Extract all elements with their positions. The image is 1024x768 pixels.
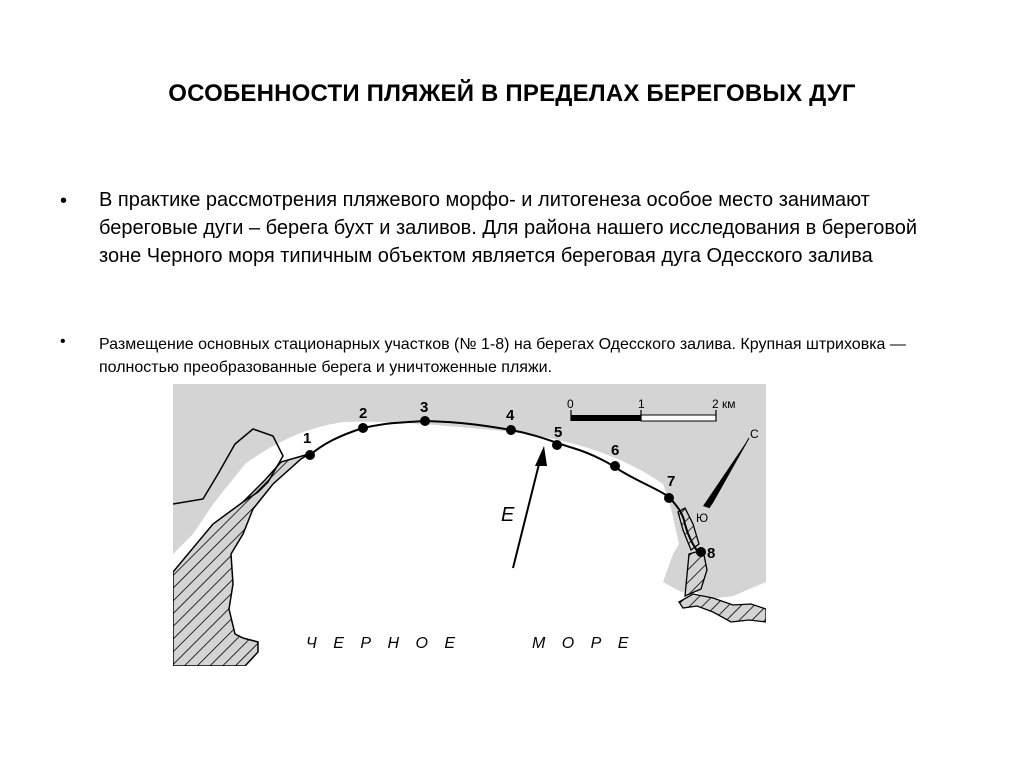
sea-label-part1: Ч Е Р Н О Е: [306, 635, 462, 652]
station-dot-5: [552, 440, 562, 450]
bullet-text-2: Размещение основных стационарных участков (№ 1-8) на берегах Одесского залива. Крупная штриховка — полностью преобразованные берега и уничтоженные пляжи.: [99, 336, 906, 376]
station-label-3: 3: [420, 399, 429, 416]
map-svg: [173, 384, 766, 666]
compass-south-label: Ю: [696, 511, 709, 525]
station-label-2: 2: [359, 405, 368, 422]
station-dot-4: [506, 425, 516, 435]
arrow-label: Е: [501, 504, 515, 526]
station-label-6: 6: [611, 442, 620, 459]
bullet-marker: •: [60, 333, 66, 350]
compass-north-label: С: [750, 427, 759, 441]
bullet-marker: •: [60, 190, 68, 212]
station-dot-3: [420, 416, 430, 426]
sea-label-part2: М О Р Е: [532, 635, 635, 652]
scale-tick-2: 2 км: [712, 397, 736, 411]
hatched-shore-south-east: [679, 594, 766, 622]
bullet-text-1: В практике рассмотрения пляжевого морфо- и литогенеза особое место занимают береговые дуги – берега бухт и заливов. Для района нашего исследования в береговой зоне Черного моря типичным объектом является береговая дуга Одесского залива: [99, 189, 918, 267]
station-label-4: 4: [506, 407, 515, 424]
coastal-map: [173, 384, 766, 666]
station-dot-7: [664, 493, 674, 503]
station-label-1: 1: [303, 430, 312, 447]
station-dot-8: [696, 547, 706, 557]
station-dot-6: [610, 461, 620, 471]
slide-title: ОСОБЕННОСТИ ПЛЯЖЕЙ В ПРЕДЕЛАХ БЕРЕГОВЫХ ДУГ: [168, 80, 856, 107]
direction-arrow: [501, 446, 547, 568]
station-dot-2: [358, 423, 368, 433]
scale-tick-1: 1: [638, 397, 645, 411]
station-label-5: 5: [554, 424, 563, 441]
scale-tick-0: 0: [567, 397, 574, 411]
station-dot-1: [305, 450, 315, 460]
station-label-8: 8: [707, 545, 716, 562]
station-label-7: 7: [667, 473, 676, 490]
